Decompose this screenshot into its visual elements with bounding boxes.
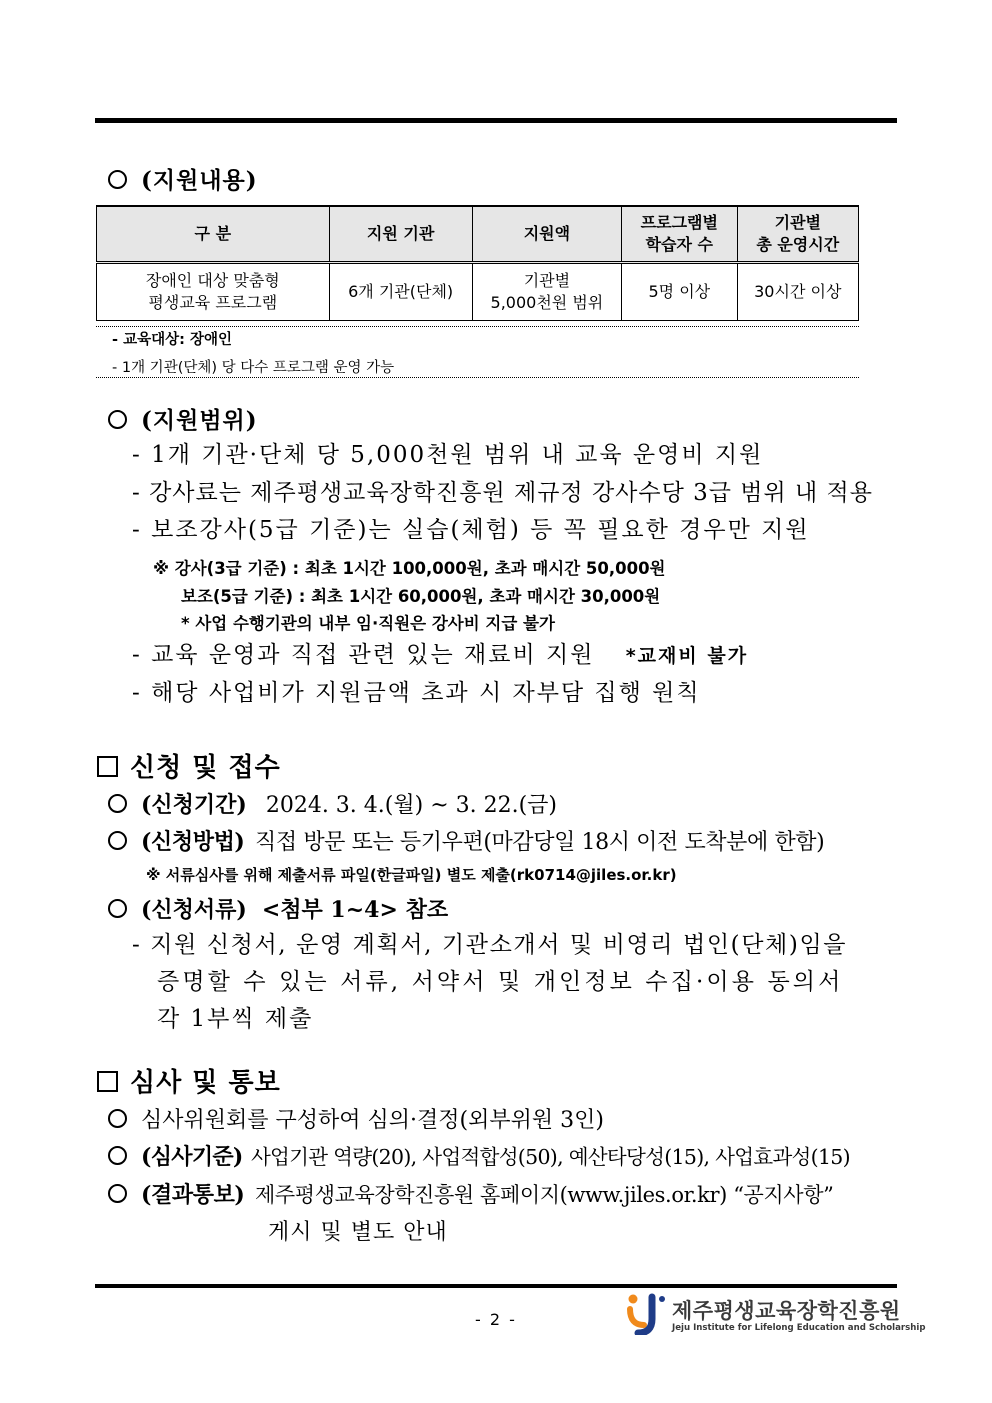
scope-item-5: - 해당 사업비가 지원금액 초과 시 자부담 집행 원칙: [132, 680, 701, 706]
square-bullet-icon: [97, 756, 118, 777]
circle-bullet-icon: [108, 794, 127, 813]
cell-institutions: 6개 기관(단체): [329, 263, 472, 321]
apply-docs-line-1: - 지원 신청서, 운영 계획서, 기관소개서 및 비영리 법인(단체)임을: [132, 932, 848, 958]
review-section-title: 심사 및 통보: [97, 1062, 281, 1099]
apply-method: (신청방법) 직접 방문 또는 등기우편(마감당일 18시 이전 도착분에 한함): [108, 825, 824, 856]
support-table: [96, 205, 859, 321]
cell-hours: 30시간 이상: [737, 263, 858, 321]
support-scope-heading: (지원범위): [108, 402, 258, 435]
table-header-row: [97, 206, 859, 263]
apply-docs-line-3: 각 1부씩 제출: [157, 1006, 314, 1032]
top-rule: [95, 118, 897, 123]
header-institution: 지원 기관: [329, 206, 472, 263]
scope-item-4: - 교육 운영과 직접 관련 있는 재료비 지원 *교재비 불가: [132, 642, 749, 668]
cell-learners: 5명 이상: [622, 263, 737, 321]
header-hours: 기관별 총 운영시간: [737, 206, 858, 263]
cell-program: 장애인 대상 맞춤형 평생교육 프로그램: [97, 263, 330, 321]
apply-docs-line-2: 증명할 수 있는 서류, 서약서 및 개인정보 수집·이용 동의서: [157, 969, 844, 995]
note-top-divider: [96, 326, 859, 327]
scope-item-2: - 강사료는 제주평생교육장학진흥원 제규정 강사수당 3급 범위 내 적용: [132, 480, 873, 506]
table-row: [97, 263, 859, 321]
scope-item-4-note: *교재비 불가: [625, 645, 749, 667]
circle-bullet-icon: [108, 170, 127, 189]
review-result: (결과통보) 제주평생교육장학진흥원 홈페이지(www.jiles.or.kr) “공지사항”: [108, 1178, 833, 1209]
header-category: 구 분: [97, 206, 330, 263]
support-content-heading: (지원내용): [108, 162, 258, 195]
review-committee: 심사위원회를 구성하여 심의·결정(외부위원 3인): [108, 1103, 604, 1134]
jiles-logo-icon: [626, 1293, 666, 1335]
header-learners: 프로그램별 학습자 수: [622, 206, 737, 263]
square-bullet-icon: [97, 1071, 118, 1092]
circle-bullet-icon: [108, 1146, 127, 1165]
header-amount: 지원액: [472, 206, 621, 263]
scope-item-1: - 1개 기관·단체 당 5,000천원 범위 내 교육 운영비 지원: [132, 442, 764, 468]
apply-section-title: 신청 및 접수: [97, 747, 281, 784]
apply-method-note: ※ 서류심사를 위해 제출서류 파일(한글파일) 별도 제출(rk0714@jiles.or.kr): [146, 866, 677, 884]
apply-period: (신청기간) 2024. 3. 4.(월) ~ 3. 22.(금): [108, 788, 557, 819]
circle-bullet-icon: [108, 1184, 127, 1203]
fee-assist: 보조(5급 기준) : 최초 1시간 60,000원, 초과 매시간 30,000원: [181, 587, 661, 606]
apply-docs: (신청서류) <첨부 1~4> 참조: [108, 893, 448, 924]
note-multi: - 1개 기관(단체) 당 다수 프로그램 운영 가능: [112, 360, 395, 376]
org-logo: [626, 1293, 926, 1337]
note-target: - 교육대상: 장애인: [112, 332, 232, 348]
fee-note: * 사업 수행기관의 내부 임·직원은 강사비 지급 불가: [181, 614, 555, 633]
circle-bullet-icon: [108, 410, 127, 429]
scope-item-3: - 보조강사(5급 기준)는 실습(체험) 등 꼭 필요한 경우만 지원: [132, 517, 810, 543]
circle-bullet-icon: [108, 899, 127, 918]
review-criteria: (심사기준) 사업기관 역량(20), 사업적합성(50), 예산타당성(15), 사업효과성(15): [108, 1140, 850, 1171]
circle-bullet-icon: [108, 831, 127, 850]
circle-bullet-icon: [108, 1109, 127, 1128]
bottom-rule: [95, 1284, 897, 1288]
note-bottom-divider: [96, 377, 859, 378]
org-name: 제주평생교육장학진흥원: [672, 1299, 901, 1323]
cell-amount: 기관별 5,000천원 범위: [472, 263, 621, 321]
review-result-line-2: 게시 및 별도 안내: [268, 1220, 448, 1245]
page-number: - 2 -: [475, 1310, 517, 1329]
fee-main: ※ 강사(3급 기준) : 최초 1시간 100,000원, 초과 매시간 50,000원: [153, 559, 666, 578]
org-english-name: Jeju Institute for Lifelong Education and Scholarship: [672, 1323, 926, 1333]
